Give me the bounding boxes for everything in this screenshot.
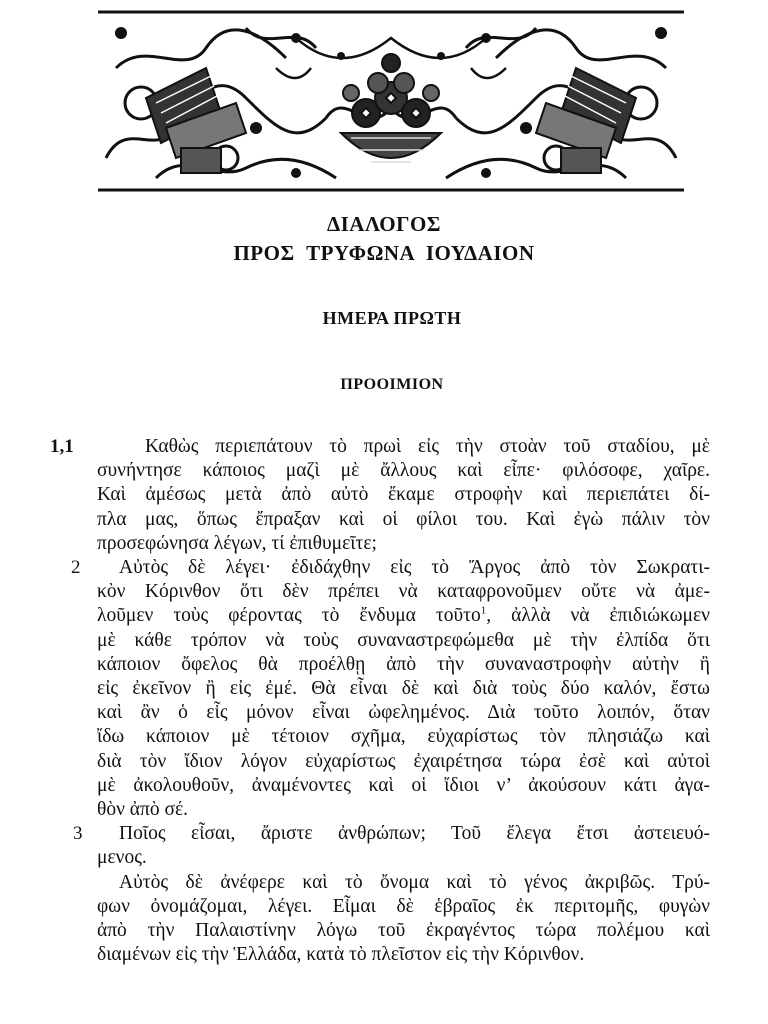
paragraph-number: 1,1: [50, 436, 74, 457]
paragraph-3: [0, 822, 768, 870]
floral-ornament-icon: [96, 8, 686, 194]
dialogue-subtitle: ΠΡΟΣ ΤΡΥΦΩΝΑ ΙΟΥΔΑΙΟΝ: [233, 241, 535, 265]
text-line: εἰς ἐκεῖνον ἢ εἰς ἐμέ. Θὰ εἶναι δὲ καὶ διὰ τοὺς δύο καλόν, ἔστω: [97, 678, 710, 700]
text-line: ἀπὸ τὴν Παλαιστίνην λόγω τοῦ ἐκραγέντος τώρα πολέμου καὶ: [97, 920, 710, 942]
text-line: προσεφώνησα λέγων, τί ἐπιθυμεῖτε;: [97, 532, 377, 554]
dialogue-title: ΔΙΑΛΟΓΟΣ: [326, 212, 442, 236]
paragraph-2: [0, 556, 768, 822]
text-line: Ποῖος εἶσαι, ἄριστε ἀνθρώπων; Τοῦ ἔλεγα ἔτσι ἀστειευό-: [119, 823, 710, 845]
main-text: [0, 435, 768, 967]
paragraph-3-continued: [0, 871, 768, 968]
text-line: Καὶ ἀμέσως μετὰ ἀπὸ αὐτὸ ἔκαμε στροφὴν καὶ περιεπάτει δί-: [97, 484, 710, 506]
ornamental-headpiece: [96, 8, 686, 194]
text-line: κὸν Κόρινθον ὅτι δὲν πρέπει νὰ καταφρονοῦμεν οὔτε νὰ ἀμε-: [97, 581, 710, 603]
text-line: διὰ τὸν ἴδιον λόγον εὐχαρίστως ἐχαιρέτησα τώρα ἐσὲ καὶ αὐτοὶ: [97, 750, 710, 772]
text-line: φων ὀνομάζομαι, λέγει. Εἶμαι δὲ ἑβραῖος ἐκ περιτομῆς, φυγὼν: [97, 895, 710, 917]
section-heading: ΠΡΟΟΙΜΙΟΝ: [340, 376, 444, 393]
text-line: μενος.: [97, 847, 147, 869]
text-line: λοῦμεν τοὺς φέροντας τὸ ἔνδυμα τοῦτο$^1$, ἀλλὰ νὰ ἐπιδιώκωμεν: [97, 604, 710, 627]
text-line: Αὐτὸς δὲ λέγει· ἐδιδάχθην εἰς τὸ Ἄργος ἀπὸ τὸν Σωκρατι-: [119, 557, 710, 579]
text-line: Αὐτὸς δὲ ἀνέφερε καὶ τὸ ὄνομα καὶ τὸ γένος ἀκριβῶς. Τρύ-: [119, 871, 710, 893]
text-line: Καθὼς περιεπάτουν τὸ πρωὶ εἰς τὴν στοὰν τοῦ σταδίου, μὲ: [145, 436, 710, 457]
paragraph-number: 3: [73, 823, 83, 845]
text-line: μὲ ἀκολουθοῦν, ἀναμένοντες καὶ οἱ ἴδιοι ν’ ἀκούσουν κάτι ἀγα-: [97, 774, 710, 796]
text-line: μὲ κάθε τρόπον νὰ τοὺς συναναστρεφώμεθα μὲ τὴν ἐλπίδα ὅτι: [97, 629, 710, 651]
footnote-ref[interactable]: 1: [480, 604, 487, 617]
text-line: κάποιον ὄφελος θὰ προέλθῃ ἀπὸ τὴν συναναστροφὴν αὐτὴν ἢ: [97, 653, 710, 675]
day-heading: ΗΜΕΡΑ ΠΡΩΤΗ: [322, 308, 462, 328]
paragraph-number: 2: [71, 557, 81, 579]
text-line: καὶ ἂν ὁ εἷς μόνον εἶναι ὠφελημένος. Διὰ τοῦτο λοιπόν, ὅταν: [97, 702, 710, 724]
text-line: συνήντησε κάποιος μαζὶ μὲ ἄλλους καὶ εἶπε· φιλόσοφε, χαῖρε.: [97, 460, 710, 482]
paragraph-1-1: [0, 435, 768, 556]
text-line: διαμένων εἰς τὴν Ἑλλάδα, κατὰ τὸ πλεῖστον εἰς τὴν Κόρινθον.: [97, 944, 585, 966]
text-line: ἴδω κάποιον μὲ τέτοιον σχῆμα, εὐχαρίστως τὸν πλησιάζω καὶ: [97, 726, 710, 748]
text-line: θὸν ἀπὸ σέ.: [97, 799, 189, 821]
text-line: πλα μας, ὅπως ἔπραξαν καὶ οἱ φίλοι του. Καὶ ἐγὼ πάλιν τὸν: [97, 508, 710, 530]
